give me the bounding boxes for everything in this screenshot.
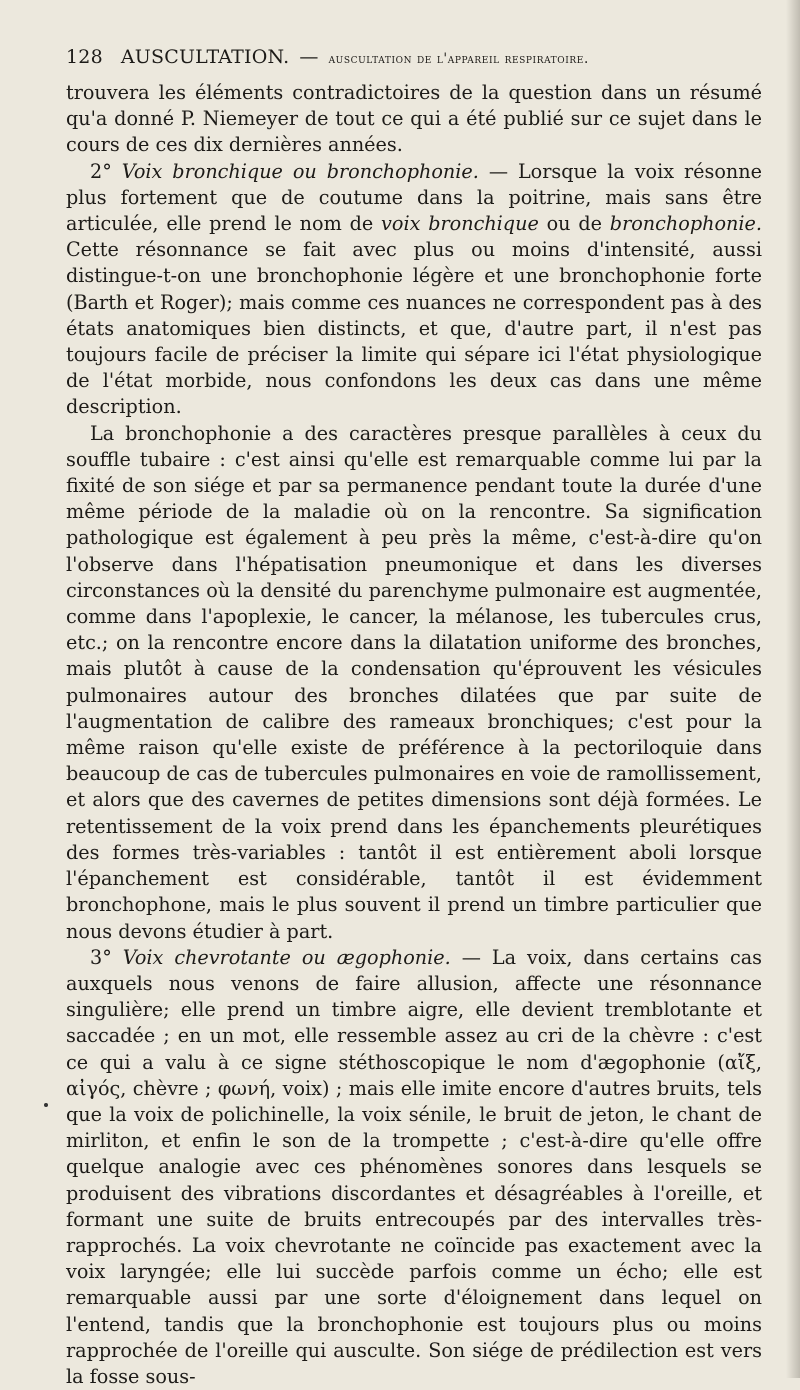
paragraph-bronchophonie: [66, 159, 762, 421]
paragraph-text: ou de: [538, 212, 610, 236]
body-text: [66, 80, 762, 1390]
section-title-bronchophonie: Voix bronchique ou bronchophonie.: [121, 159, 479, 183]
section-title-aegophonie: Voix chevrotante ou ægophonie.: [122, 945, 451, 969]
section-number: 2°: [90, 159, 112, 183]
section-number: 3°: [90, 945, 112, 969]
paragraph-caracteres: La bronchophonie a des caractères presque parallèles à ceux du souffle tubaire : c'est ainsi qu'elle est remarquable comme lui par la fixité de son siége et par sa permanence pendant toute la durée d'une même période de la maladie où on la rencontre. Sa signification pathologique est également à peu près la même, c'est-à-dire qu'on l'observe dans l'hépatisation pneumonique et dans les diverses circonstances où la densité du parenchyme pulmonaire est augmentée, comme dans l'apoplexie, le cancer, la mélanose, les tubercules crus, etc.; on la rencontre encore dans la dilatation uniforme des bronches, mais plutôt à cause de la condensation qu'éprouvent les vésicules pulmonaires autour des bronches dilatées que par suite de l'augmentation de calibre des rameaux bronchiques; c'est pour la même raison qu'elle existe de préférence à la pectoriloquie dans beaucoup de cas de tubercules pulmonaires en voie de ramollissement, et alors que des cavernes de petites dimensions sont déjà formées. Le retentissement de la voix prend dans les épanchements pleurétiques des formes très-variables : tantôt il est entièrement aboli lorsque l'épanchement est considérable, tantôt il est évidemment bronchophone, mais le plus souvent il prend un timbre particulier que nous devons étudier à part.: [66, 421, 762, 943]
running-subtitle: auscultation de l'appareil respiratoire.: [328, 51, 589, 67]
paragraph-text: Cette résonnance se fait avec plus ou moins d'intensité, aussi distingue-t-on une bronchophonie légère et une bronchophonie forte (Barth et Roger); mais comme ces nuances ne correspondent pas à des états anatomiques bien distincts, et que, d'autre part, il n'est pas toujours facile de préciser la limite qui sépare ici l'état physiologique de l'état morbide, nous confondons les deux cas dans une même description.: [66, 238, 762, 419]
paragraph-aegophonie: [66, 945, 762, 1390]
running-header: [66, 46, 762, 80]
paragraph-continuation: trouvera les éléments contradictoires de la question dans un résumé qu'a donné P. Niemeyer de tout ce qui a été publié sur ce sujet dans le cours de ces dix dernières années.: [66, 81, 762, 157]
header-dash: —: [299, 46, 319, 68]
page-edge-shadow: [786, 0, 800, 1378]
term-bronchophonie: bronchophonie.: [609, 212, 762, 236]
running-title: AUSCULTATION.: [120, 46, 290, 68]
term-voix-bronchique: voix bronchique: [381, 212, 539, 236]
paragraph-text: — Lorsque la voix résonne plus fortement que de coutume dans la poitrine, mais sans être articulée, elle prend le nom de: [66, 159, 762, 236]
paragraph-text: — La voix, dans certains cas auxquels nous venons de faire allusion, affecte une résonnance singulière; elle prend un timbre aigre, elle devient tremblotante et saccadée ; en un mot, elle ressemble assez au cri de la chèvre : c'est ce qui a valu à ce signe stéthoscopique le nom d'ægophonie (αἴξ, αἰγός, chèvre ; φωνή, voix) ; mais elle imite encore d'autres bruits, tels que la voix de polichinelle, la voix sénile, le bruit de jeton, le chant de mirliton, et enfin le son de la trompette ; c'est-à-dire qu'elle offre quelque analogie avec ces phénomènes sonores dans lesquels se produisent des vibrations discordantes et désagréables à l'oreille, et formant une suite de bruits entrecoupés par des intervalles très-rapprochés. La voix chevrotante ne coïncide pas exactement avec la voix laryngée; elle lui succède parfois comme un écho; elle est remarquable aussi par une sorte d'éloignement dans lequel on l'entend, tandis que la bronchophonie est toujours plus ou moins rapprochée de l'oreille qui ausculte. Son siége de prédilection est vers la fosse sous-: [66, 945, 762, 1388]
margin-speck: [44, 1103, 48, 1107]
page-number: 128: [66, 46, 103, 68]
